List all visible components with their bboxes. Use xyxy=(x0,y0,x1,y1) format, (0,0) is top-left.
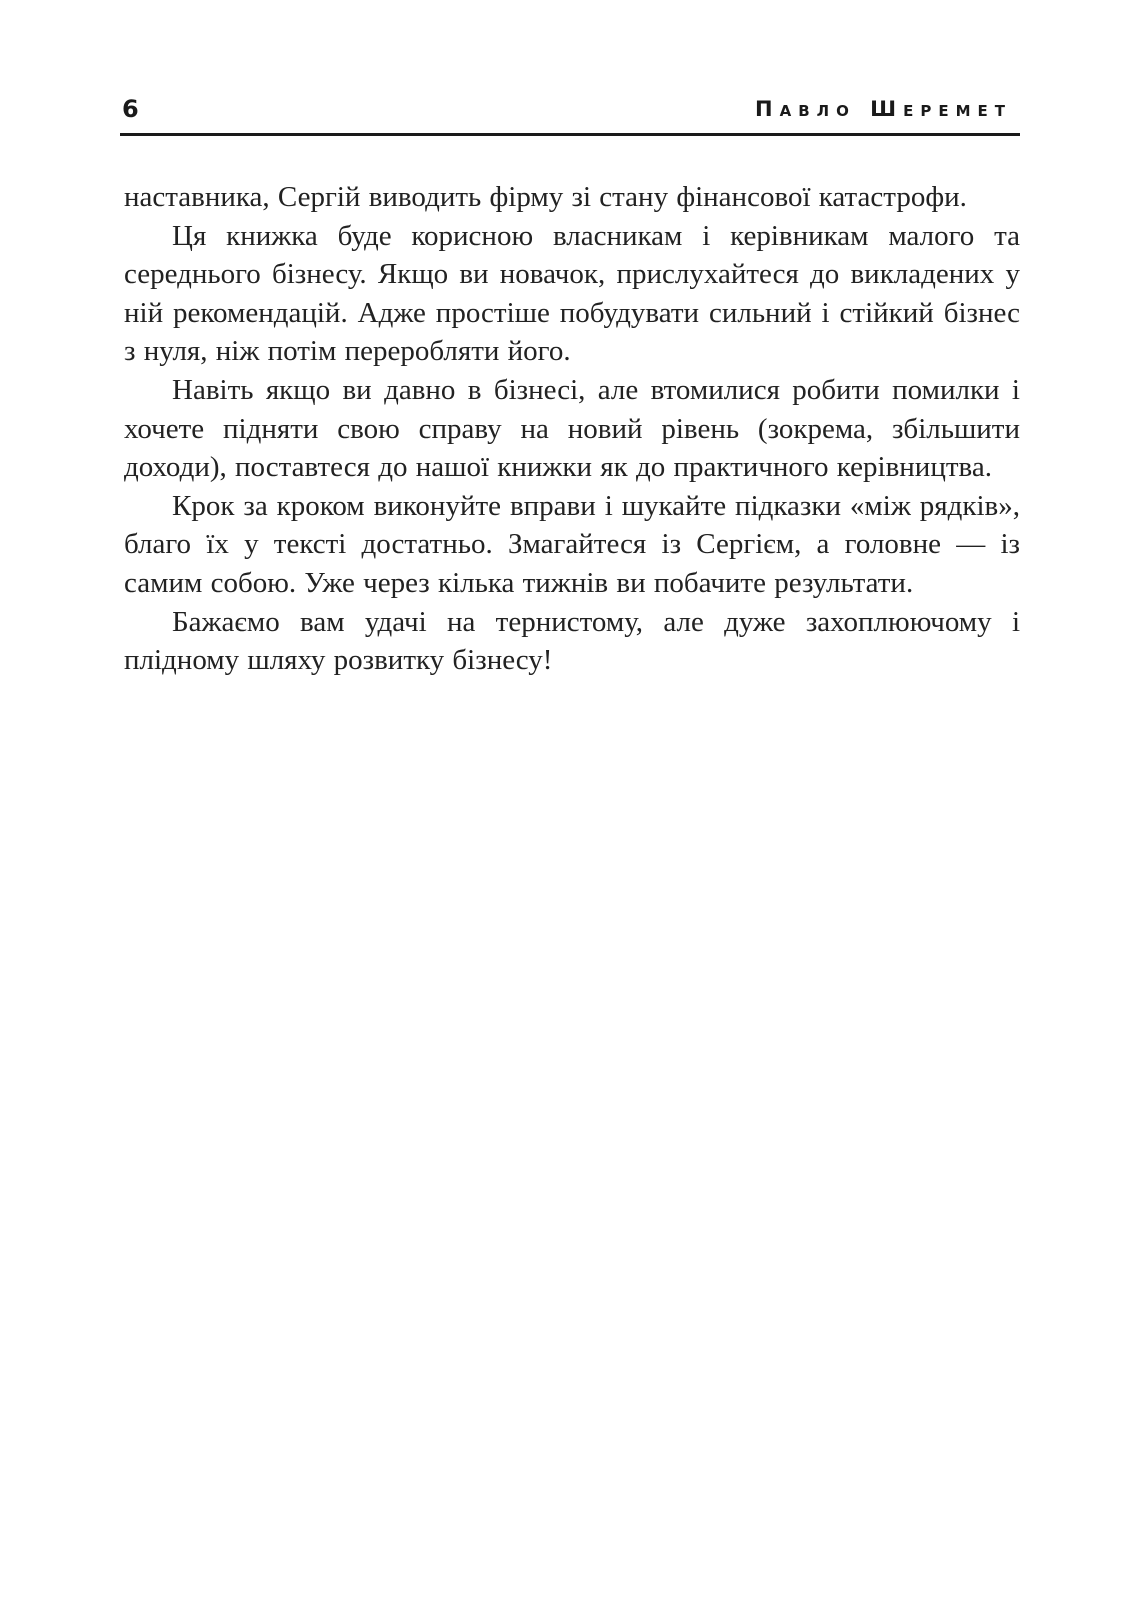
paragraph: Ця книжка буде корисною власникам і керівникам малого та середнього бізнесу. Якщо ви новачок, прислухайтеся до викладених у ній рекомендацій. Адже простіше побудувати сильний і стійкий бізнес з нуля, ніж потім переробляти його. xyxy=(124,219,1020,368)
paragraph: Крок за кроком виконуйте вправи і шукайте підказки «між рядків», благо їх у тексті достатньо. Змагайтеся із Сергієм, а головне — із самим собою. Уже через кілька тижнів ви побачите результати. xyxy=(124,489,1020,599)
body-text xyxy=(124,178,1020,680)
paragraph-continuation: наставника, Сергій виводить фірму зі стану фінансової катастрофи. xyxy=(124,181,967,213)
running-header xyxy=(120,86,1020,136)
paragraph: Бажаємо вам удачі на тернистому, але дуже захоплюючому і плідному шляху розвитку бізнесу! xyxy=(124,605,1020,677)
paragraph: Навіть якщо ви давно в бізнесі, але втомилися робити помилки і хочете підняти свою справу на новий рівень (зокрема, збільшити доходи), поставтеся до нашої книжки як до практичного керівництва. xyxy=(124,373,1020,484)
running-header-author: Павло Шеремет xyxy=(755,97,1012,121)
page-number: 6 xyxy=(122,95,139,123)
